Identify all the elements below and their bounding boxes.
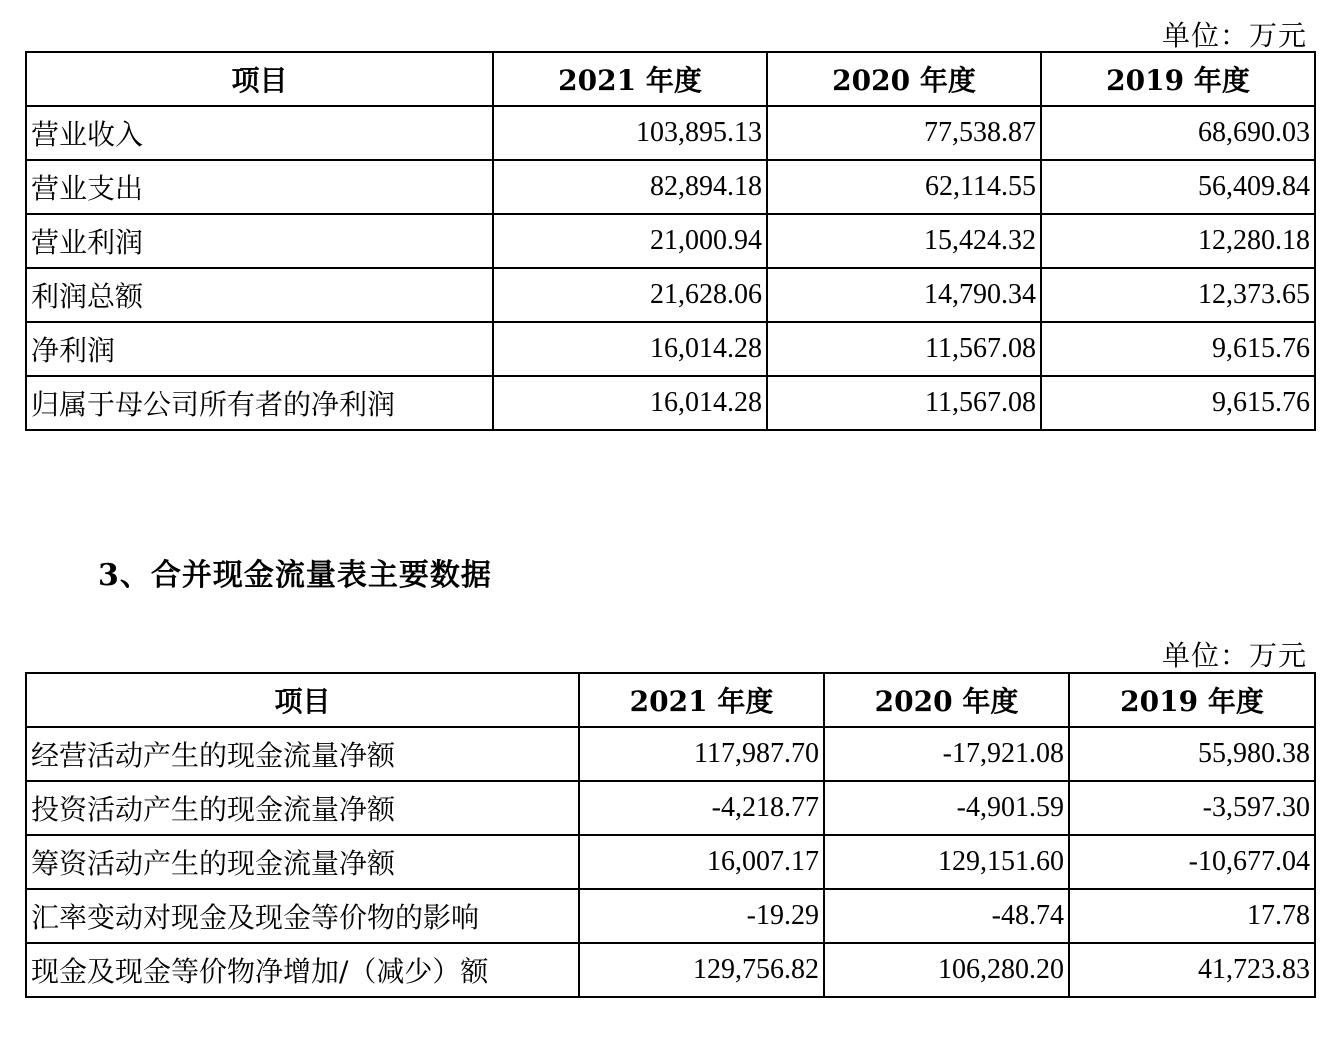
cell-2021: 117,987.70 [579,727,824,781]
income-statement-table [25,51,1316,431]
table-header-row [26,673,1315,727]
header-2019: 2019 年度 [1041,52,1315,106]
cell-2020: 77,538.87 [767,106,1041,160]
cell-2021: 129,756.82 [579,943,824,997]
cell-2021: 16,014.28 [493,376,767,430]
header-2021: 2021 年度 [493,52,767,106]
table-row [26,727,1315,781]
cell-2021: 21,000.94 [493,214,767,268]
row-label: 筹资活动产生的现金流量净额 [26,835,579,889]
cell-2021: 16,007.17 [579,835,824,889]
header-item: 项目 [26,52,493,106]
table-row [26,322,1315,376]
header-2021: 2021 年度 [579,673,824,727]
cell-2020: 11,567.08 [767,322,1041,376]
table-row [26,781,1315,835]
table-header-row [26,52,1315,106]
cell-2019: -3,597.30 [1069,781,1315,835]
header-item: 项目 [26,673,579,727]
cell-2020: 129,151.60 [824,835,1069,889]
table-row [26,835,1315,889]
row-label: 归属于母公司所有者的净利润 [26,376,493,430]
cell-2019: 68,690.03 [1041,106,1315,160]
row-label: 经营活动产生的现金流量净额 [26,727,579,781]
cell-2020: -17,921.08 [824,727,1069,781]
cell-2019: 12,373.65 [1041,268,1315,322]
header-2020: 2020 年度 [767,52,1041,106]
row-label: 营业利润 [26,214,493,268]
cell-2019: 17.78 [1069,889,1315,943]
row-label: 营业支出 [26,160,493,214]
table-row [26,376,1315,430]
cell-2019: -10,677.04 [1069,835,1315,889]
unit-label-income: 单位：万元 [1161,19,1307,52]
cell-2021: 21,628.06 [493,268,767,322]
table-row [26,268,1315,322]
cell-2019: 41,723.83 [1069,943,1315,997]
cell-2020: 62,114.55 [767,160,1041,214]
unit-label-cashflow: 单位：万元 [1161,639,1307,672]
row-label: 净利润 [26,322,493,376]
row-label: 汇率变动对现金及现金等价物的影响 [26,889,579,943]
cell-2020: 15,424.32 [767,214,1041,268]
cell-2021: 103,895.13 [493,106,767,160]
cell-2021: -19.29 [579,889,824,943]
cell-2020: -48.74 [824,889,1069,943]
cell-2021: 16,014.28 [493,322,767,376]
cell-2020: 106,280.20 [824,943,1069,997]
cell-2019: 12,280.18 [1041,214,1315,268]
cell-2019: 55,980.38 [1069,727,1315,781]
cell-2019: 9,615.76 [1041,322,1315,376]
section-title: 3、合并现金流量表主要数据 [98,558,492,593]
cell-2021: 82,894.18 [493,160,767,214]
header-2020: 2020 年度 [824,673,1069,727]
header-2019: 2019 年度 [1069,673,1315,727]
row-label: 利润总额 [26,268,493,322]
table-row [26,889,1315,943]
row-label: 现金及现金等价物净增加/（减少）额 [26,943,579,997]
cell-2019: 56,409.84 [1041,160,1315,214]
cell-2020: 14,790.34 [767,268,1041,322]
cell-2020: 11,567.08 [767,376,1041,430]
table-row [26,943,1315,997]
row-label: 营业收入 [26,106,493,160]
cell-2021: -4,218.77 [579,781,824,835]
table-row [26,160,1315,214]
table-row [26,214,1315,268]
cell-2020: -4,901.59 [824,781,1069,835]
cell-2019: 9,615.76 [1041,376,1315,430]
row-label: 投资活动产生的现金流量净额 [26,781,579,835]
table-row [26,106,1315,160]
cash-flow-table [25,672,1316,998]
